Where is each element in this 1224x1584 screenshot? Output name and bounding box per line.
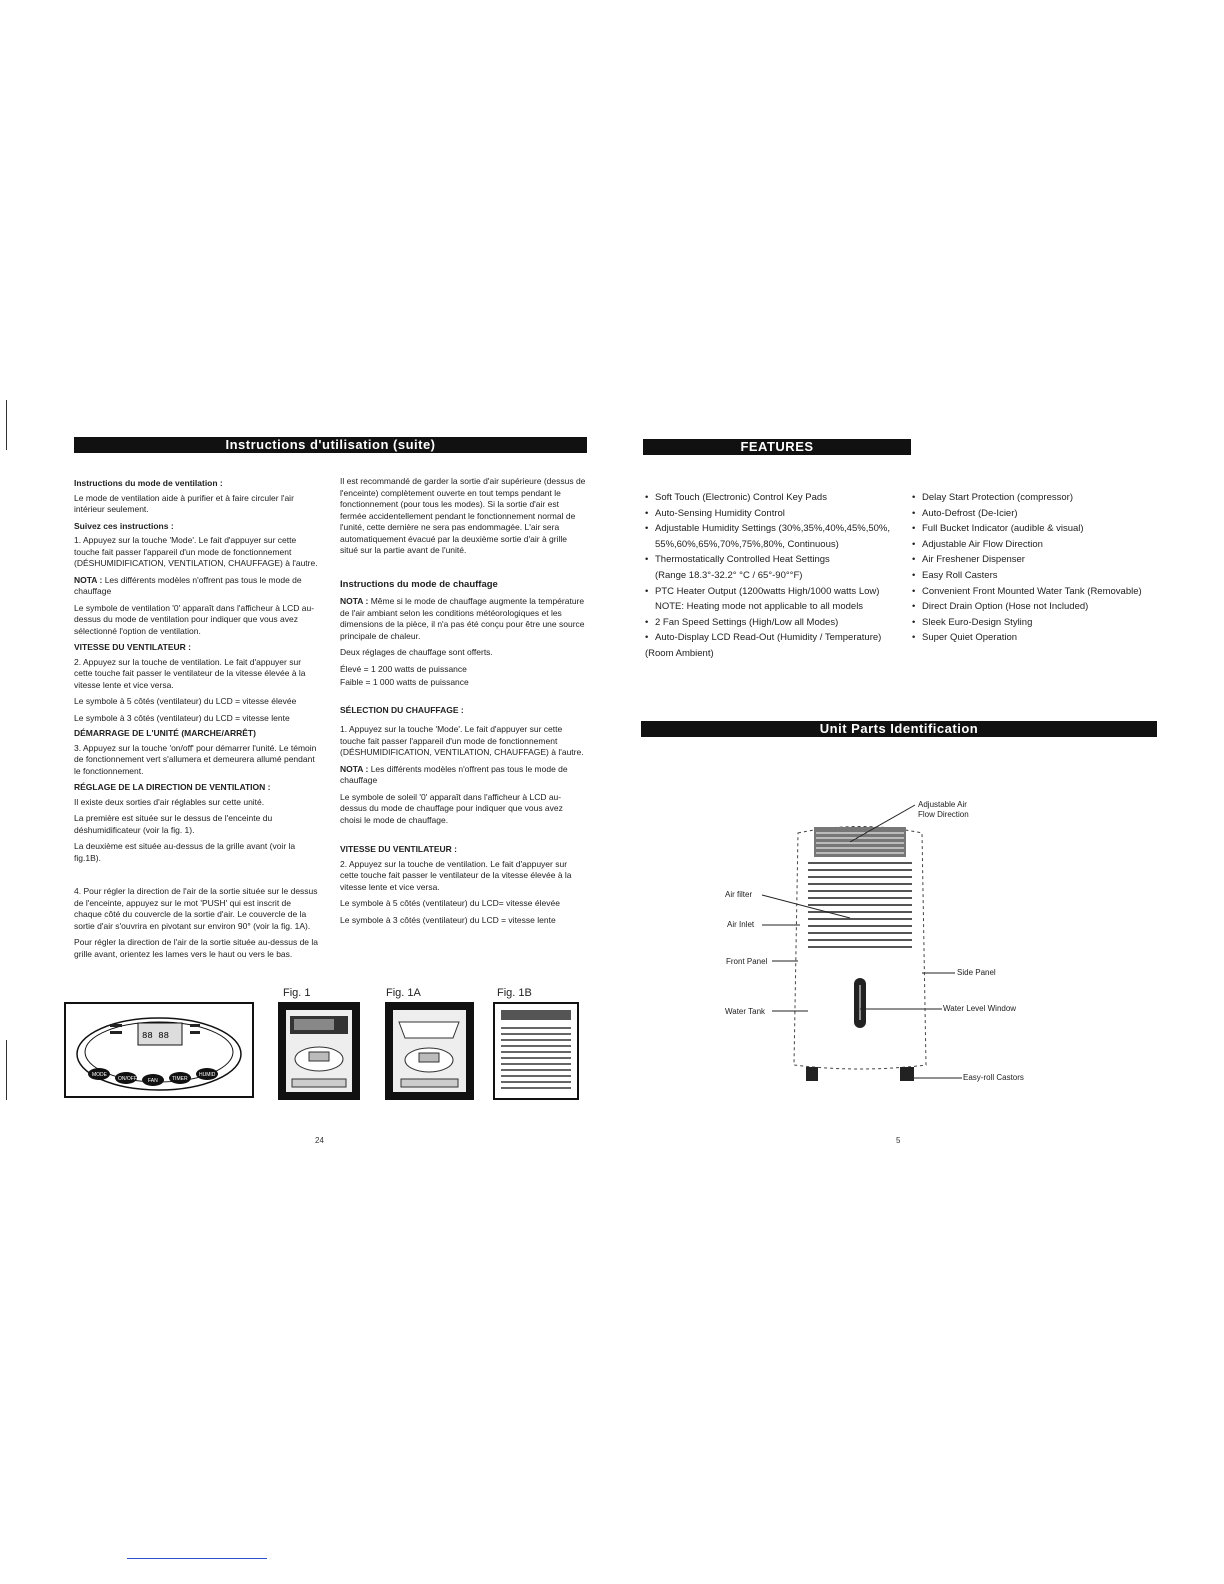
nota-2: NOTA : Même si le mode de chauffage augmente la température de l'air ambiant selon les conditions météorologiques et les dimensions de la pièce, il n'a pas été conçu pour être une source principale de chaleur.: [340, 596, 585, 641]
step-1: 1. Appuyez sur la touche 'Mode'. Le fait d'appuyer sur cette touche fait passer l'appareil d'un mode de fonctionnement (DÉSHUMIDIFICATION, VENTILATION, CHAUFFAGE) à l'autre.: [74, 535, 318, 568]
parts-header: Unit Parts Identification: [641, 721, 1157, 737]
footer-link-line: [127, 1558, 267, 1559]
page-number-right: 5: [896, 1136, 901, 1145]
features-header: FEATURES: [643, 439, 911, 455]
label-air-inlet: Air Inlet: [727, 920, 755, 929]
page-number-left: 24: [315, 1136, 324, 1145]
feature-item: • Auto-Display LCD Read-Out (Humidity / Temperature): [645, 630, 910, 646]
label-adjustable-air-2: Flow Direction: [918, 810, 969, 819]
nota-1: NOTA : Les différents modèles n'offrent pas tous le mode de chauffage: [74, 574, 302, 596]
page-edge-left: [6, 400, 7, 450]
fig1-label: Fig. 1: [283, 987, 311, 999]
feature-item: • Sleek Euro-Design Styling: [912, 615, 1162, 631]
step-3: 3. Appuyez sur la touche 'on/off' pour démarrer l'unité. Le témoin de fonctionnement vert s'allumera et demeurera allumé pendant le fonctionnement.: [74, 742, 317, 776]
fig1-image: [278, 1002, 360, 1100]
fig1a-label: Fig. 1A: [386, 987, 421, 999]
fig1a-image: [385, 1002, 474, 1100]
feature-item: • Thermostatically Controlled Heat Settings: [645, 552, 910, 568]
feature-item: • Super Quiet Operation: [912, 630, 1162, 646]
control-panel-drawing: [66, 1004, 252, 1096]
btn-timer-label: TIMER: [172, 1076, 188, 1082]
feature-item-cont: (Room Ambient): [645, 647, 714, 659]
btn-mode-label: MODE: [92, 1072, 107, 1078]
fan-3: Le symbole à 3 côtés (ventilateur) du LCD = vitesse lente: [340, 914, 556, 925]
btn-fan-label: FAN: [148, 1078, 158, 1084]
btn-onoff-label: ON/OFF: [118, 1076, 137, 1082]
selection-1: 1. Appuyez sur la touche 'Mode'. Le fait d'appuyer sur cette touche fait passer l'appareil d'un mode de fonctionnement (DÉSHUMIDIFICATION, VENTILATION, CHAUFFAGE) à l'autre.: [340, 724, 584, 757]
direction-heading: RÉGLAGE DE LA DIRECTION DE VENTILATION :: [74, 782, 271, 792]
lcd-readout: 88 88: [142, 1031, 170, 1041]
feature-item: • 2 Fan Speed Settings (High/Low all Modes): [645, 615, 910, 631]
label-water-tank: Water Tank: [725, 1007, 766, 1016]
fig1b-image: [493, 1002, 579, 1100]
selection-heading: SÉLECTION DU CHAUFFAGE :: [340, 704, 464, 715]
feature-item: • Delay Start Protection (compressor): [912, 490, 1162, 506]
btn-humid-label: HUMID: [199, 1072, 216, 1078]
feature-item: • Auto-Sensing Humidity Control: [645, 506, 910, 522]
step-2: 2. Appuyez sur la touche de ventilation. Le fait d'appuyer sur cette touche fait passer le ventilateur de la vitesse élevée à la vitesse lente et vice versa.: [74, 656, 306, 690]
label-adjustable-air-1: Adjustable Air: [918, 800, 967, 809]
vent-title: Instructions du mode de ventilation :: [74, 478, 223, 488]
follow-label: Suivez ces instructions :: [74, 520, 174, 531]
instructions-col1: [74, 474, 320, 965]
low-setting: Faible = 1 000 watts de puissance: [340, 677, 469, 687]
vent-intro: Le mode de ventilation aide à purifier et à faire circuler l'air intérieur seulement.: [74, 492, 294, 514]
heat-title: Instructions du mode de chauffage: [340, 578, 498, 590]
symbol-3: Le symbole à 3 côtés (ventilateur) du LCD = vitesse lente: [74, 712, 290, 723]
feature-item-cont: 55%,60%,65%,70%,75%,80%, Continuous): [655, 538, 839, 550]
features-list-left: [645, 490, 910, 662]
feature-item: • Full Bucket Indicator (audible & visual): [912, 521, 1162, 537]
symbol-vent: Le symbole de ventilation '0' apparaît dans l'afficheur à LCD au-dessus du mode de ventilation pour indiquer que vous avez sélectionné l'option de ventilation.: [74, 602, 315, 636]
feature-item: • Soft Touch (Electronic) Control Key Pads: [645, 490, 910, 506]
feature-item: • Direct Drain Option (Hose not Included): [912, 599, 1162, 615]
fan-step-2: 2. Appuyez sur la touche de ventilation. Le fait d'appuyer sur cette touche fait passer le ventilateur de la vitesse élevée à la vitesse lente et vice versa.: [340, 858, 572, 892]
feature-item: • Adjustable Humidity Settings (30%,35%,40%,45%,50%,: [645, 521, 910, 537]
features-list-right: [912, 490, 1162, 646]
label-adjustable-air: [918, 800, 969, 820]
feature-item: • Air Freshener Dispenser: [912, 552, 1162, 568]
step-4: 4. Pour régler la direction de l'air de la sortie située sur le dessus de l'enceinte, appuyez sur le mot 'PUSH' qui est inscrit de chaque côté du couvercle de la sortie d'air. Le couvercle de la sortie d'air s'ouvrira en pivotant sur environ 90° (voir la fig. 1A).: [74, 886, 318, 931]
direction-1: Il existe deux sorties d'air réglables sur cette unité.: [74, 796, 265, 807]
callout-lines: [700, 780, 1040, 1100]
start-heading: DÉMARRAGE DE L'UNITÉ (MARCHE/ARRÊT): [74, 728, 256, 738]
feature-item: • Adjustable Air Flow Direction: [912, 537, 1162, 553]
fan-heading-2: VITESSE DU VENTILATEUR :: [340, 844, 457, 854]
fig1b-label: Fig. 1B: [497, 987, 532, 999]
label-front-panel: Front Panel: [726, 957, 768, 966]
feature-item-cont: NOTE: Heating mode not applicable to all models: [655, 601, 864, 613]
label-water-level: Water Level Window: [943, 1004, 1017, 1013]
feature-item: • Auto-Defrost (De-Icier): [912, 506, 1162, 522]
label-side-panel: Side Panel: [957, 968, 996, 977]
instructions-col2: [340, 476, 586, 931]
label-castors: Easy-roll Castors: [963, 1073, 1024, 1082]
feature-item: • Easy Roll Casters: [912, 568, 1162, 584]
step-4b: Pour régler la direction de l'air de la sortie située au-dessus de la grille avant, orientez les lames vers le haut ou vers le bas.: [74, 937, 319, 959]
direction-2: La première est située sur le dessus de l'enceinte du déshumidificateur (voir la fig. 1).: [74, 813, 273, 835]
feature-item: • Convenient Front Mounted Water Tank (Removable): [912, 584, 1162, 600]
feature-item: • PTC Heater Output (1200watts High/1000 watts Low): [645, 584, 910, 600]
feature-item-cont: (Range 18.3°-32.2° °C / 65°-90°°F): [655, 569, 803, 581]
nota-3: NOTA : Les différents modèles n'offrent pas tous le mode de chauffage: [340, 763, 568, 785]
two-settings: Deux réglages de chauffage sont offerts.: [340, 647, 493, 657]
control-panel-figure: [64, 1002, 254, 1098]
fan-speed-heading: VITESSE DU VENTILATEUR :: [74, 642, 191, 652]
page-edge-left-2: [6, 1040, 7, 1100]
symbol-5: Le symbole à 5 côtés (ventilateur) du LCD = vitesse élevée: [74, 696, 297, 706]
high-setting: Élevé = 1 200 watts de puissance: [340, 663, 467, 674]
sun-symbol: Le symbole de soleil '0' apparaît dans l'afficheur à LCD au-dessus du mode de chauffage pour indiquer que vous avez choisi le mode de chauffage.: [340, 791, 563, 825]
direction-3: La deuxième est située au-dessus de la grille avant (voir la fig.1B).: [74, 841, 296, 863]
fan-5: Le symbole à 5 côtés (ventilateur) du LCD= vitesse élevée: [340, 898, 560, 908]
instructions-header: Instructions d'utilisation (suite): [74, 437, 587, 453]
label-air-filter: Air filter: [725, 890, 753, 899]
recommendation: Il est recommandé de garder la sortie d'air supérieure (dessus de l'enceinte) complètement ouverte en tout temps pendant le fonctionnement (pour tous les modes). Si la sortie d'air est fermée accidentellement pendant le fonctionnement normal de l'unité, cette dernière ne sera pas endommagée. L'air sera automatiquement évacué par la deuxième sortie d'air à grille situé sur la partie avant de l'unité.: [340, 476, 586, 555]
